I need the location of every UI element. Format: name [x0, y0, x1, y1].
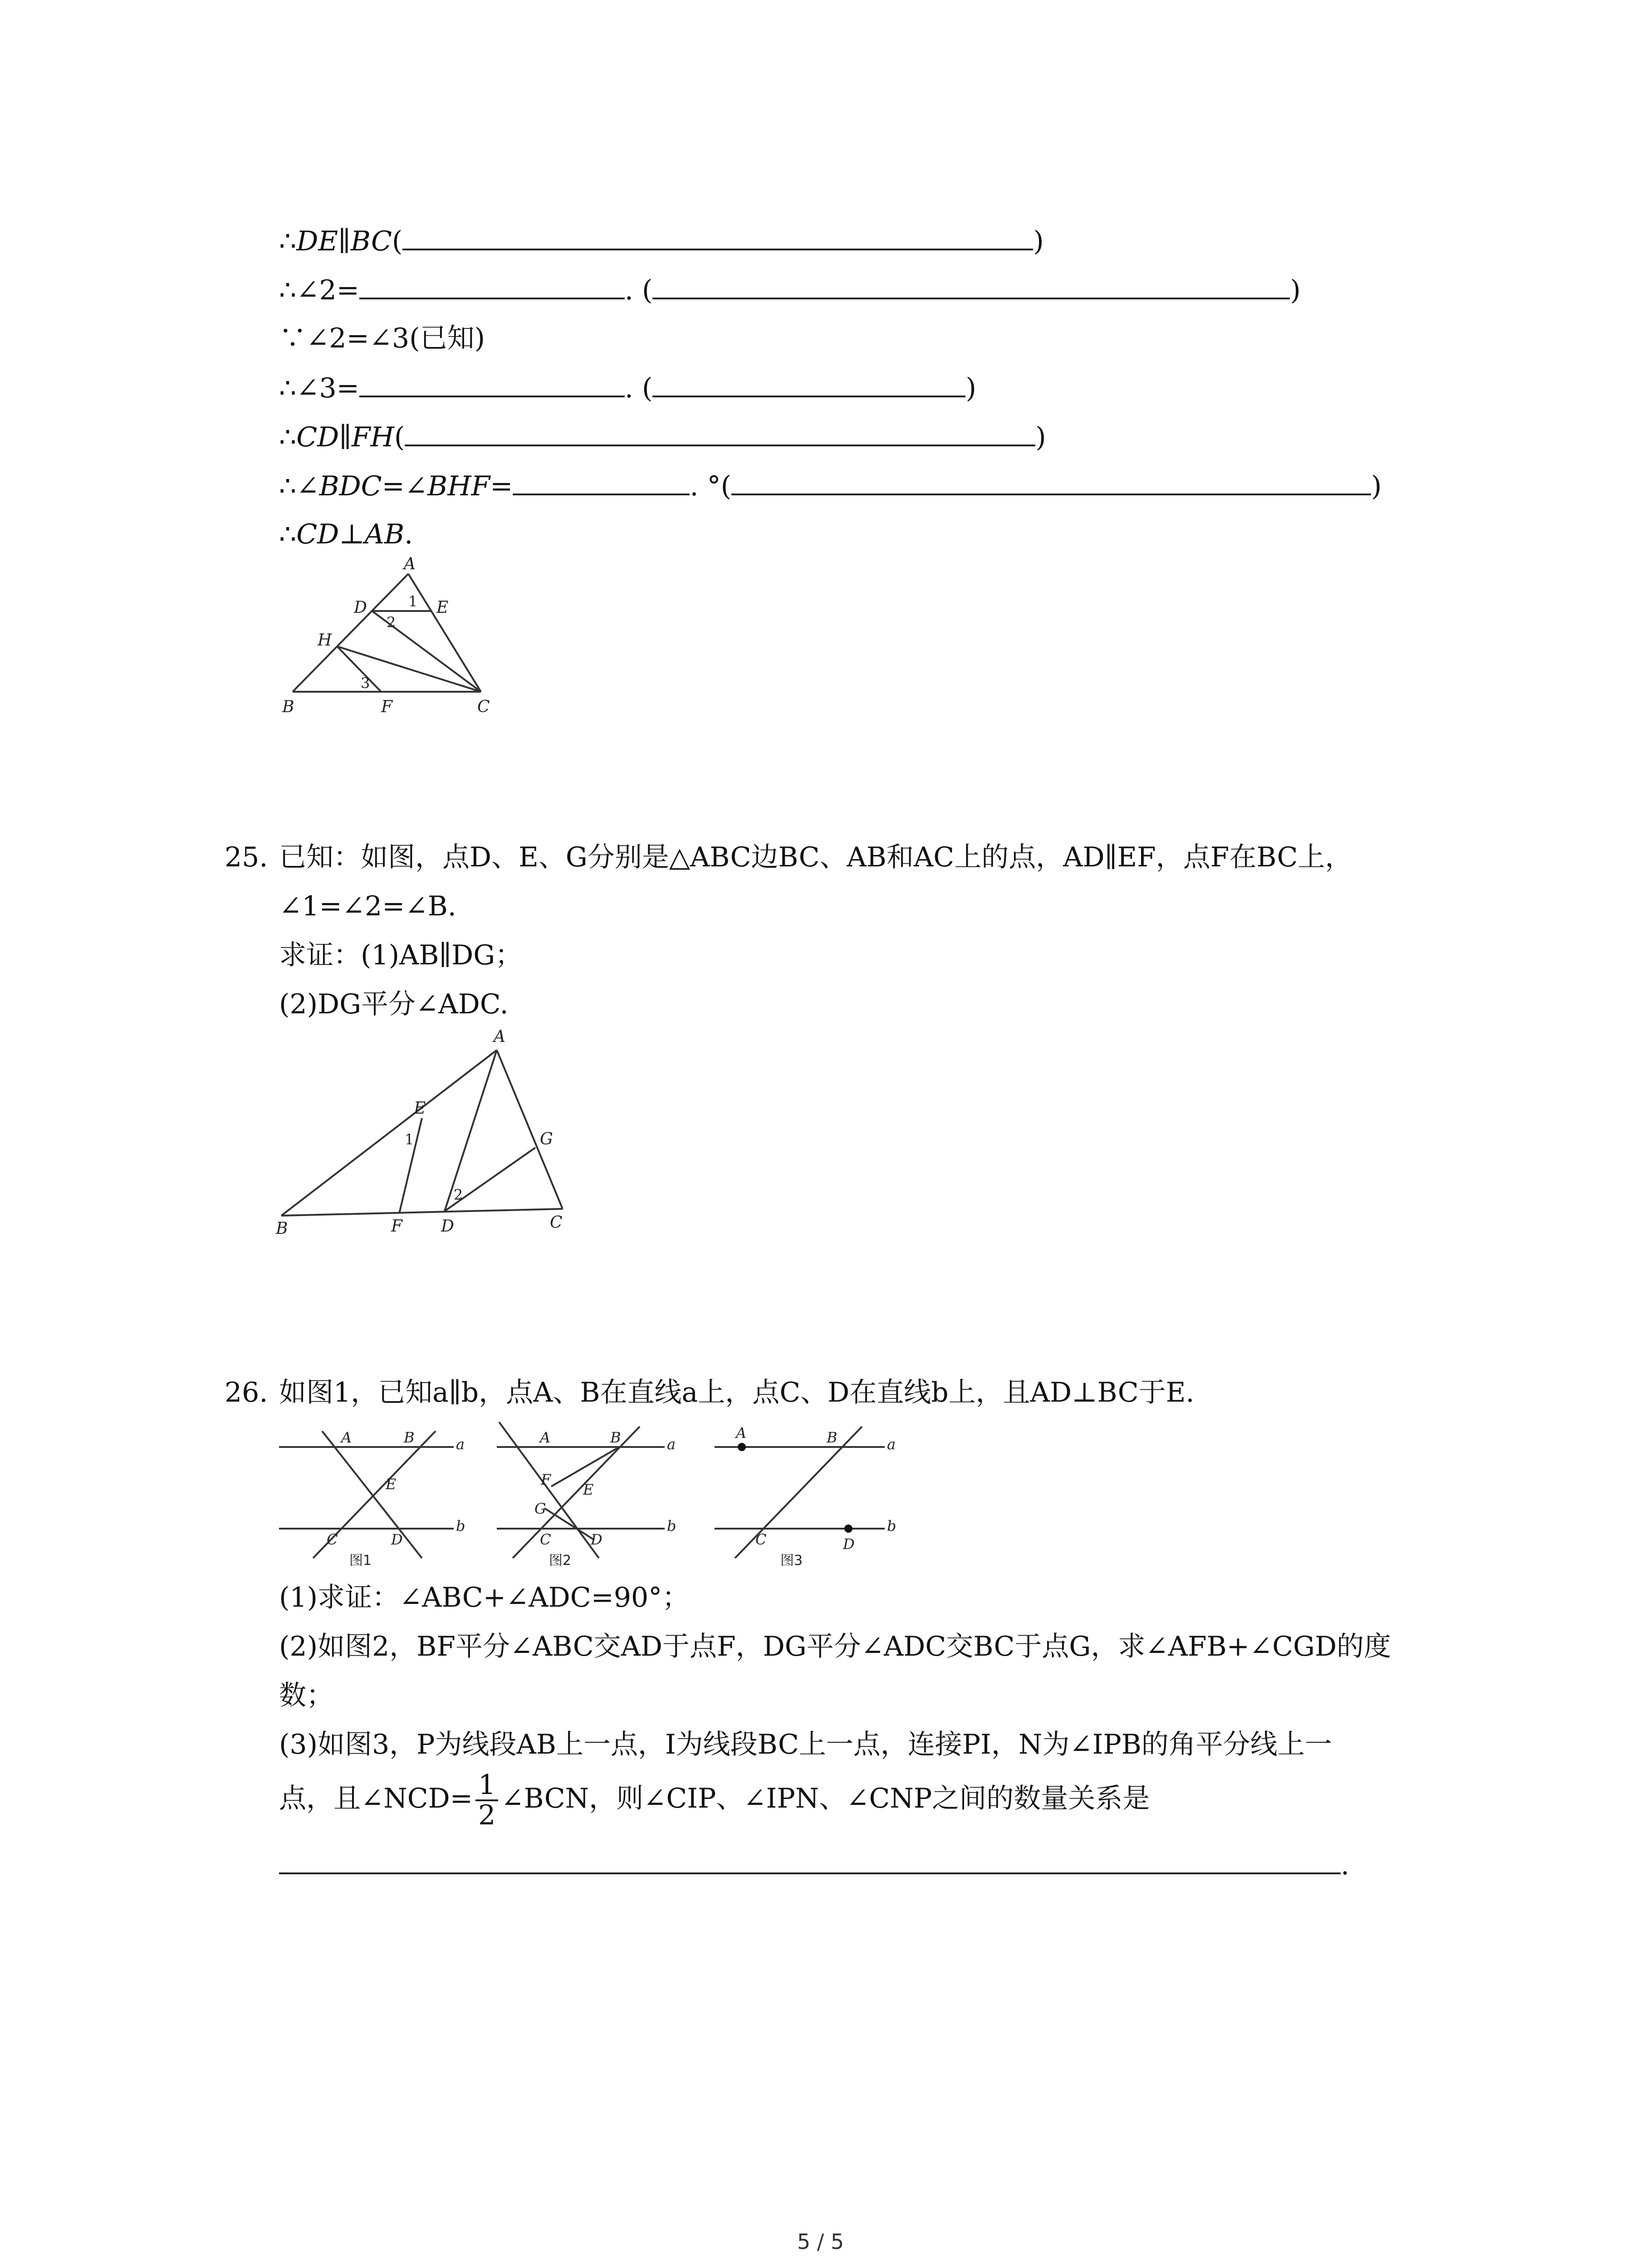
svg-text:B: B	[610, 1429, 621, 1446]
label-C: C	[550, 1213, 563, 1232]
proof-figure	[272, 556, 499, 723]
answer-blank[interactable]	[359, 271, 625, 299]
answer-blank[interactable]	[405, 418, 1035, 446]
label-F: F	[381, 698, 392, 716]
proof-line-1: ∴DE∥BC( )	[279, 222, 1044, 259]
label-F: F	[391, 1217, 402, 1236]
answer-blank[interactable]	[402, 222, 1033, 250]
svg-text:b: b	[887, 1517, 896, 1535]
svg-text:a: a	[667, 1436, 676, 1453]
angle-1: 1	[405, 1131, 414, 1148]
label-G: G	[540, 1130, 553, 1149]
svg-text:a: a	[887, 1436, 896, 1453]
label-D: D	[354, 598, 367, 617]
q26-line-5: (3)如图3，P为线段AB上一点，I为线段BC上一点，连接PI，N为∠IPB的角平分线上一	[279, 1729, 1332, 1760]
svg-text:B: B	[404, 1429, 415, 1446]
answer-blank[interactable]	[279, 1846, 1341, 1874]
svg-text:D: D	[843, 1535, 855, 1553]
label-B: B	[276, 1219, 288, 1238]
q25-line-2: ∠1=∠2=∠B.	[279, 890, 456, 922]
reason-blank[interactable]	[652, 271, 1290, 299]
svg-text:A: A	[736, 1424, 747, 1442]
angle-2: 2	[454, 1186, 463, 1203]
label-C: C	[477, 698, 490, 716]
svg-text:D: D	[391, 1531, 403, 1548]
answer-blank[interactable]	[359, 369, 625, 397]
caption-fig1: 图1	[349, 1553, 372, 1569]
proof-line-4: ∴∠3= . ( )	[279, 369, 976, 406]
label-D: D	[441, 1217, 454, 1236]
svg-text:A: A	[341, 1429, 352, 1446]
fraction-one-half: $\frac{1}{2}$	[475, 1771, 498, 1830]
svg-text:D: D	[591, 1531, 603, 1548]
q26-line-6: 点，且∠NCD= $\frac{1}{2}$ ∠BCN，则∠CIP、∠IPN、∠CNP之间的数量关系是	[279, 1769, 1150, 1832]
angle-2: 2	[387, 614, 396, 631]
q25-line-4: (2)DG平分∠ADC.	[279, 988, 509, 1020]
label-E: E	[436, 598, 449, 617]
svg-text:C: C	[540, 1531, 551, 1548]
reason-blank[interactable]	[731, 467, 1371, 495]
svg-text:C: C	[327, 1531, 338, 1548]
caption-fig3: 图3	[780, 1553, 803, 1569]
proof-line-7: ∴CD⊥AB.	[279, 518, 413, 550]
svg-text:F: F	[541, 1471, 551, 1488]
label-B: B	[282, 698, 294, 716]
svg-text:G: G	[534, 1500, 546, 1517]
q26-line-3: (2)如图2，BF平分∠ABC交AD于点F，DG平分∠ADC交BC于点G，求∠AFB+∠CGD的度	[279, 1631, 1391, 1662]
svg-text:E: E	[386, 1476, 397, 1493]
q25-line-3: 求证：(1)AB∥DG；	[279, 939, 523, 971]
caption-fig2: 图2	[549, 1553, 572, 1569]
q25-line-1: 25. 已知：如图，点D、E、G分别是△ABC边BC、AB和AC上的点，AD∥EF，点F在BC上，	[225, 841, 1352, 873]
page-number: 5 / 5	[797, 2229, 844, 2254]
svg-text:b: b	[456, 1517, 465, 1535]
label-A: A	[404, 556, 416, 573]
svg-text:a: a	[456, 1436, 465, 1453]
svg-text:A: A	[540, 1429, 551, 1446]
angle-3: 3	[361, 675, 370, 692]
reason-blank[interactable]	[652, 369, 965, 397]
proof-line-6: ∴∠BDC=∠BHF= . °( )	[279, 467, 1381, 503]
svg-text:C: C	[755, 1531, 767, 1548]
q26-figures	[272, 1413, 916, 1572]
q26-line-4: 数；	[279, 1680, 333, 1711]
label-H: H	[318, 631, 332, 650]
svg-text:B: B	[827, 1429, 838, 1446]
svg-text:b: b	[667, 1517, 676, 1535]
proof-line-3: ∵∠2=∠3(已知)	[279, 323, 485, 354]
q25-figure	[272, 1023, 590, 1241]
label-E: E	[414, 1099, 426, 1118]
q26-line-2: (1)求证：∠ABC+∠ADC=90°；	[279, 1582, 690, 1613]
angle-1: 1	[408, 593, 418, 610]
svg-text:E: E	[583, 1481, 594, 1498]
answer-blank[interactable]	[513, 467, 690, 495]
label-A: A	[494, 1027, 505, 1046]
proof-line-5: ∴CD∥FH( )	[279, 418, 1046, 455]
q26-line-1: 26. 如图1，已知a∥b，点A、B在直线a上，点C、D在直线b上，且AD⊥BC于E.	[225, 1377, 1195, 1408]
q26-line-7: .	[279, 1846, 1349, 1882]
proof-line-2: ∴∠2= . ( )	[279, 271, 1301, 308]
